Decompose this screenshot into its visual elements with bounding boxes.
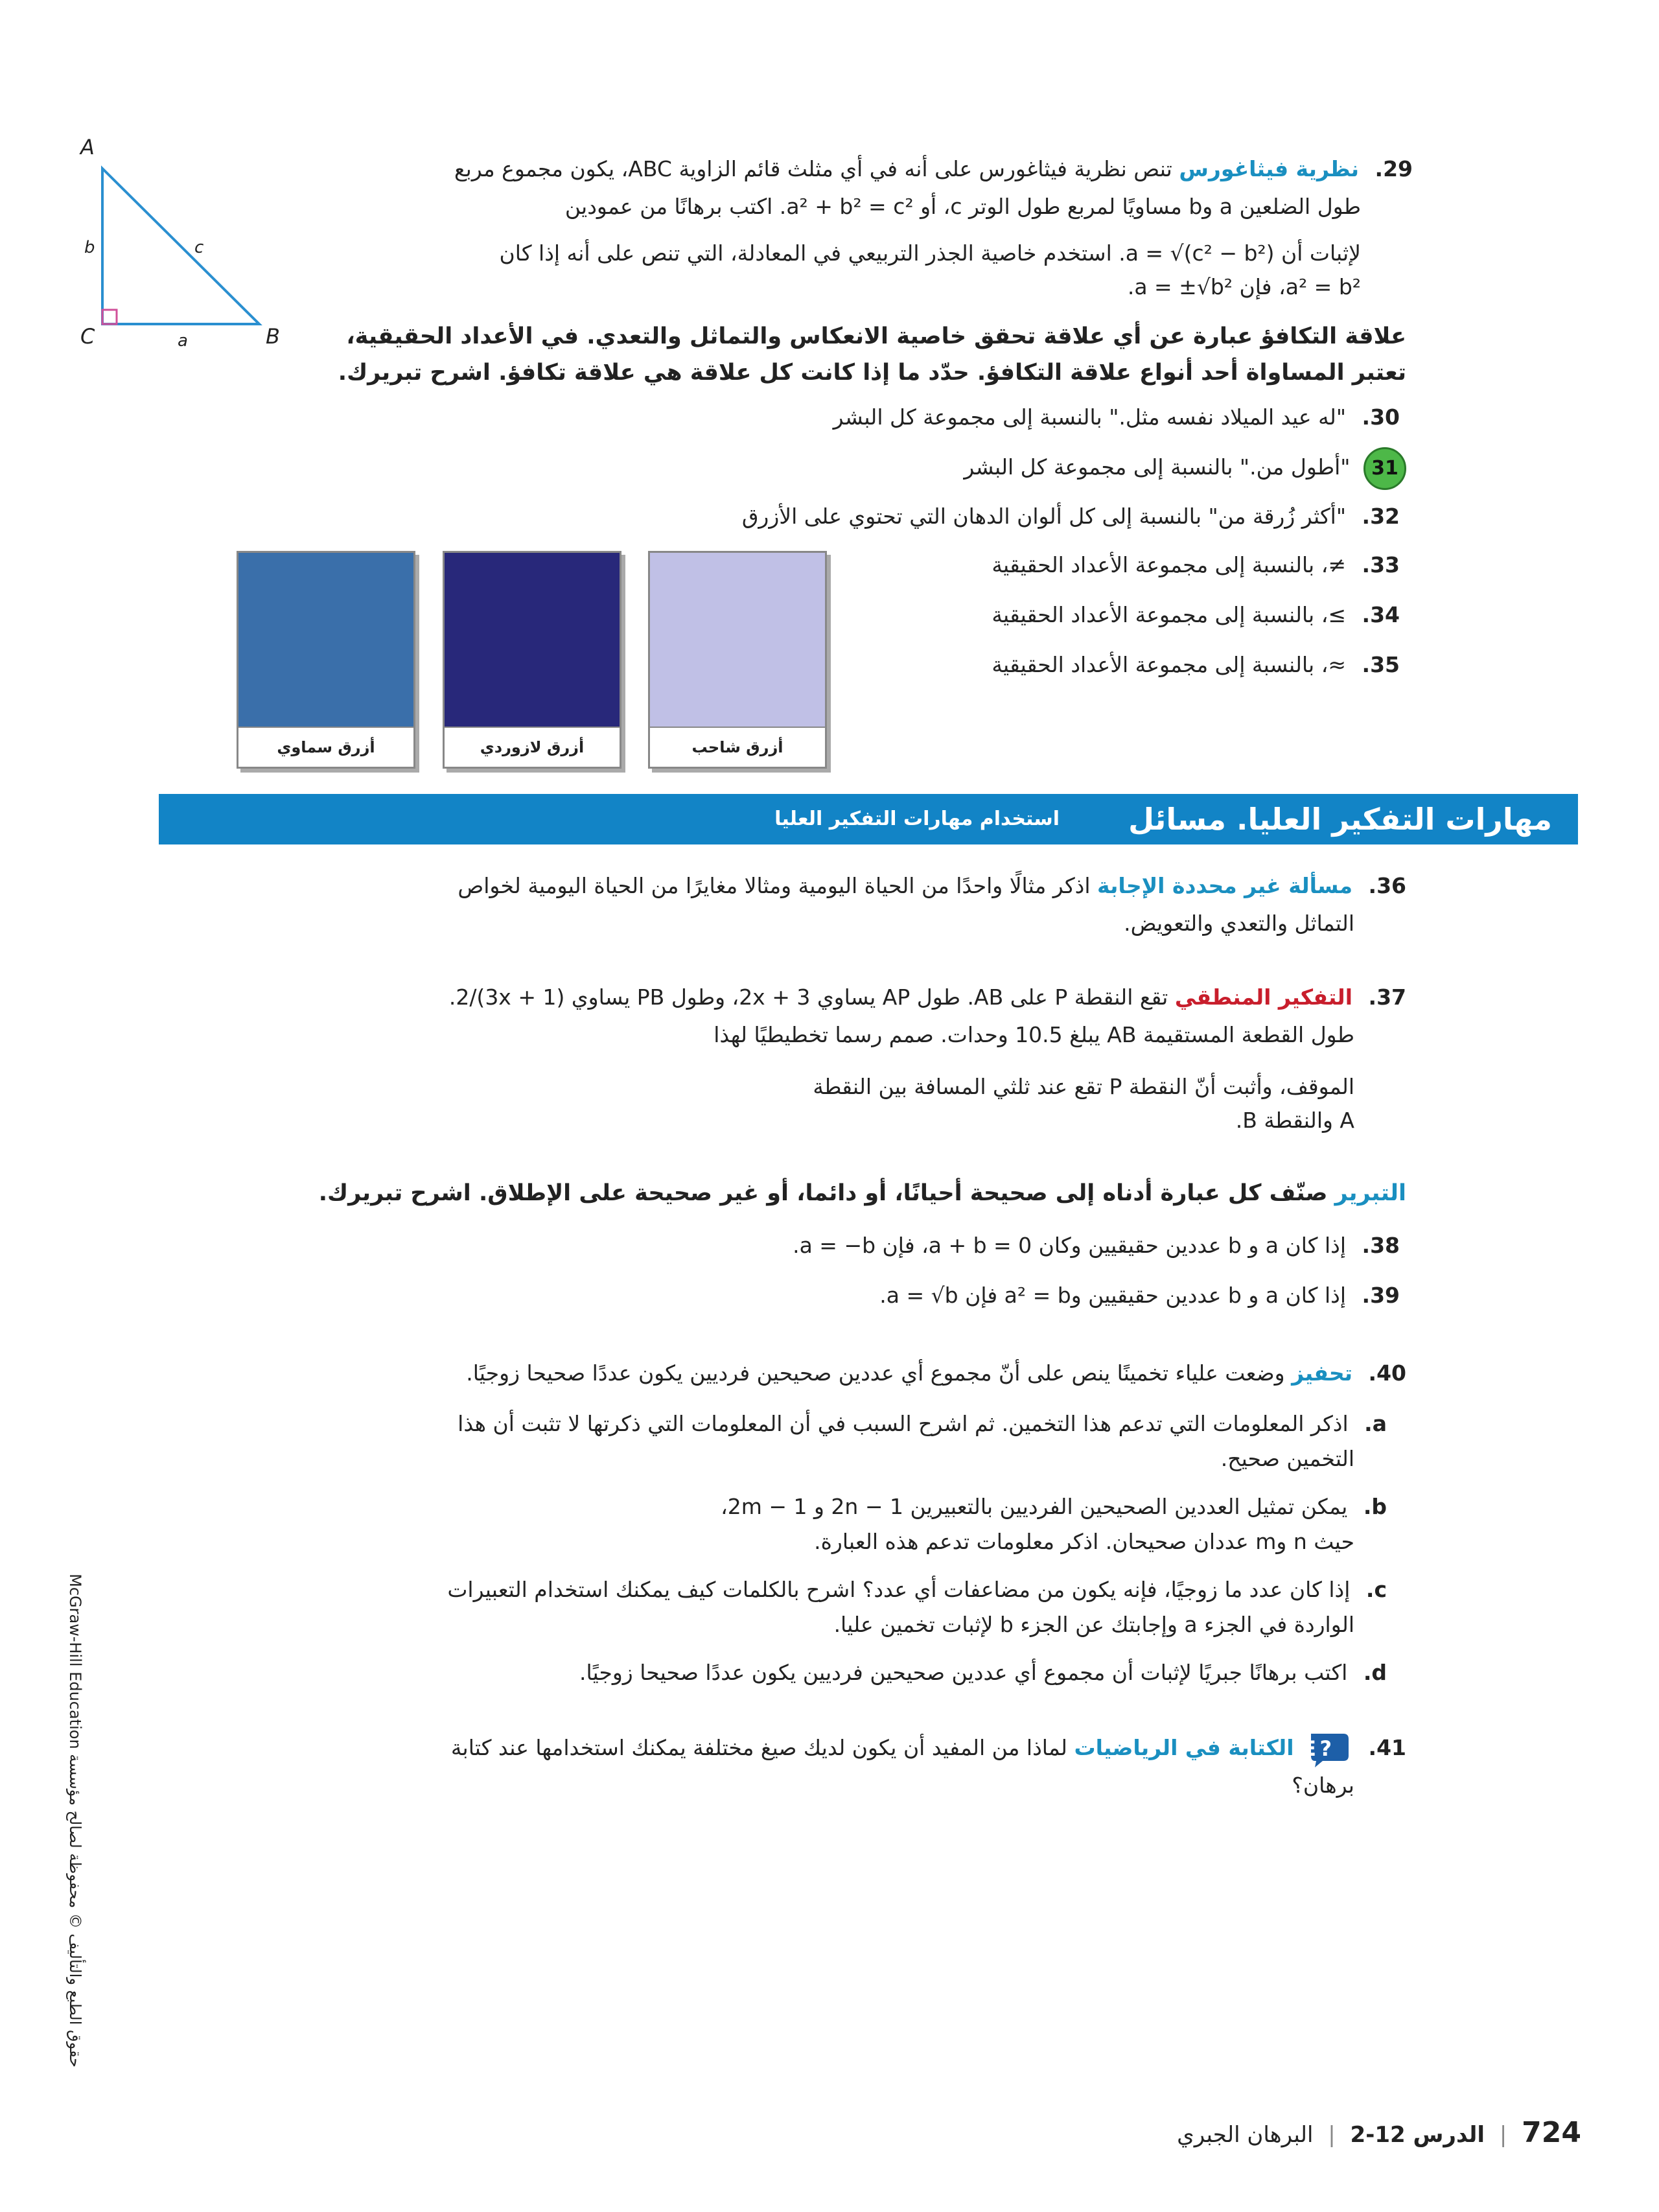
intro-text: تعتبر المساواة أحد أنواع علاقة التكافؤ. حدّد ما إذا كانت كل علاقة هي علاقة تكافؤ. اشرح تبريرك. — [338, 360, 1406, 386]
exercise-29 — [311, 150, 1413, 188]
lesson-topic: البرهان الجبري — [1177, 2122, 1314, 2148]
part-text: إذا كان عدد ما زوجيًا، فإنه يكون من مضاعفات أي عدد؟ اشرح بالكلمات كيف يمكنك استخدام التعبيرات — [447, 1577, 1351, 1602]
exercise-text: لماذا من المفيد أن يكون لديك صيغ مختلفة يمكنك استخدامها عند كتابة — [450, 1735, 1067, 1760]
exercise-number: 39. — [1362, 1283, 1400, 1308]
equivalence-intro-line2 — [305, 354, 1406, 391]
right-triangle-diagram — [71, 130, 292, 363]
swatch-fill — [238, 553, 413, 728]
exercise-text: تنص نظرية فيثاغورس على أنه في أي مثلث قائم الزاوية ABC، يكون مجموع مربع — [454, 156, 1172, 181]
exercise-40-part-b — [285, 1488, 1387, 1526]
banner-title: مهارات التفكير العليا. مسائل — [1128, 802, 1552, 837]
part-text: يمكن تمثيل العددين الصحيحين الفرديين بالتعبيرين 2n − 1 و 2m − 1، — [721, 1494, 1348, 1519]
exercise-text: تقع النقطة P على AB. طول AP يساوي 2x + 3، وطول PB يساوي (3x + 1)/2. — [448, 984, 1168, 1010]
part-text: حيث n وm عددان صحيحان. اذكر معلومات تدعم هذه العبارة. — [814, 1529, 1354, 1554]
exercise-37-line3 — [279, 1068, 1354, 1106]
exercise-text: اذكر مثالًا واحدًا من الحياة اليومية ومثالا مغايرًا من الحياة اليومية لخواص — [458, 873, 1091, 898]
writing-math-icon — [1302, 1730, 1352, 1769]
intro-text: علاقة التكافؤ عبارة عن أي علاقة تحقق خاصية الانعكاس والتماثل والتعدي. في الأعداد الحقيقية، — [346, 323, 1406, 349]
exercise-text: "له عيد الميلاد نفسه مثل." بالنسبة إلى مجموعة كل البشر — [833, 404, 1347, 430]
swatch-label: أزرق سماوي — [238, 727, 413, 767]
exercise-35 — [817, 646, 1400, 684]
side-c-label: c — [194, 238, 204, 257]
exercise-title: مسألة غير محددة الإجابة — [1097, 873, 1353, 898]
exercise-text: الموقف، وأثبت أنّ النقطة P تقع عند ثلثي المسافة بين النقطة — [813, 1074, 1354, 1099]
exercise-text: "أكثر زُرقة من" بالنسبة إلى كل ألوان الدهان التي تحتوي على الأزرق — [741, 504, 1347, 529]
exercise-40-part-c — [285, 1571, 1387, 1609]
reasoning-intro — [78, 1174, 1406, 1212]
exercise-33 — [817, 546, 1400, 584]
exercise-30 — [259, 399, 1400, 436]
exercise-41 — [279, 1729, 1406, 1769]
swatch-label: أزرق شاحب — [650, 727, 825, 767]
exercise-40-part-a — [285, 1405, 1387, 1443]
exercise-32 — [259, 498, 1400, 535]
exercise-number: 34. — [1362, 602, 1400, 627]
exercise-29-line2 — [311, 188, 1361, 226]
exercise-40-part-c-line2 — [253, 1606, 1354, 1644]
exercise-title: تحفيز — [1292, 1360, 1353, 1386]
exercise-text: إذا كان a و b عددين حقيقيين وa² = b فإن a = √b. — [879, 1283, 1347, 1308]
exercise-40 — [279, 1355, 1406, 1392]
exercise-37 — [279, 979, 1406, 1016]
vertex-c-label: C — [80, 324, 95, 349]
reasoning-title: التبرير — [1334, 1180, 1406, 1206]
exercise-34 — [817, 596, 1400, 634]
exercise-number: 38. — [1362, 1233, 1400, 1258]
exercise-text: لإثبات أن a = √(c² − b²). استخدم خاصية الجذر التربيعي في المعادلة، التي تنص على أنه إذا كان — [499, 240, 1361, 266]
side-a-label: a — [178, 331, 188, 351]
reasoning-text: صنّف كل عبارة أدناه إلى صحيحة أحيانًا، أو دائما، أو غير صحيحة على الإطلاق. اشرح تبريرك. — [318, 1180, 1328, 1206]
exercise-number: 33. — [1362, 552, 1400, 577]
exercise-number: 36. — [1368, 873, 1406, 898]
lesson-label: الدرس 12-2 — [1350, 2122, 1485, 2148]
part-text: اذكر المعلومات التي تدعم هذا التخمين. ثم اشرح السبب في أن المعلومات التي ذكرتها لا تثبت أن هذا — [458, 1411, 1349, 1436]
exercise-text: وضعت علياء تخمينًا ينص على أنّ مجموع أي عددين صحيحين فرديين يكون عددًا صحيحا زوجيًا. — [466, 1360, 1285, 1386]
footer-separator: | — [1328, 2122, 1336, 2148]
exercise-31 — [266, 447, 1406, 490]
banner-subtitle: استخدام مهارات التفكير العليا — [774, 808, 1060, 830]
exercise-40-part-a-line2 — [253, 1440, 1354, 1478]
side-b-label: b — [84, 238, 95, 257]
exercise-title: نظرية فيثاغورس — [1179, 156, 1360, 181]
exercise-37-line4 — [279, 1102, 1354, 1139]
equivalence-intro-line1 — [305, 318, 1406, 355]
exercise-29-line4 — [311, 268, 1361, 306]
exercise-number: 40. — [1368, 1360, 1406, 1386]
exercise-title: التفكير المنطقي — [1174, 984, 1353, 1010]
page-number: 724 — [1522, 2116, 1581, 2149]
copyright-notice: حقوق الطبع والتأليف © محفوظة لصالح مؤسسة McGraw-Hill Education — [66, 1574, 84, 2067]
part-label: b. — [1363, 1494, 1387, 1519]
exercise-41-line2 — [279, 1767, 1354, 1804]
exercise-number: 35. — [1362, 652, 1400, 677]
color-swatch-azure-blue — [443, 551, 621, 769]
exercise-title: الكتابة في الرياضيات — [1074, 1735, 1294, 1760]
part-label: c. — [1365, 1577, 1387, 1602]
footer-separator: | — [1499, 2122, 1507, 2148]
exercise-text: A والنقطة B. — [1235, 1108, 1354, 1133]
exercise-36-line2 — [279, 905, 1354, 942]
exercise-text: ≥، بالنسبة إلى مجموعة الأعداد الحقيقية — [992, 602, 1347, 627]
vertex-a-label: A — [80, 135, 95, 159]
exercise-text: برهان؟ — [1292, 1773, 1354, 1798]
part-label: d. — [1363, 1660, 1387, 1685]
swatch-fill — [445, 553, 620, 728]
exercise-38 — [259, 1227, 1400, 1264]
part-text: اكتب برهانًا جبريًا لإثبات أن مجموع أي عددين صحيحين فرديين يكون عددًا صحيحا زوجيًا. — [579, 1660, 1348, 1685]
part-text: الواردة في الجزء a وإجابتك عن الجزء b لإثبات تخمين عليا. — [833, 1612, 1354, 1637]
exercise-text: طول القطعة المستقيمة AB يبلغ 10.5 وحدات. صمم رسما تخطيطيًا لهذا — [713, 1022, 1354, 1047]
exercise-text: "أطول من." بالنسبة إلى مجموعة كل البشر — [964, 454, 1351, 480]
exercise-number: 32. — [1362, 504, 1400, 529]
page-footer — [1177, 2116, 1581, 2149]
color-swatch-pale-blue — [648, 551, 827, 769]
exercise-text: ≈، بالنسبة إلى مجموعة الأعداد الحقيقية — [992, 652, 1347, 677]
exercise-text: طول الضلعين a وb مساويًا لمربع طول الوتر c، أو a² + b² = c². اكتب برهانًا من عمودين — [564, 194, 1361, 219]
vertex-b-label: B — [266, 324, 280, 349]
exercise-text: ≠، بالنسبة إلى مجموعة الأعداد الحقيقية — [992, 552, 1347, 577]
exercise-number: 30. — [1362, 404, 1400, 430]
color-swatch-sky-blue — [237, 551, 415, 769]
exercise-text: إذا كان a و b عددين حقيقيين وكان a + b = 0، فإن a = −b. — [793, 1233, 1347, 1258]
svg-text:E: E — [1302, 1736, 1317, 1761]
section-banner — [159, 794, 1578, 844]
exercise-37-line2 — [279, 1016, 1354, 1054]
exercise-text: التماثل والتعدي والتعويض. — [1124, 911, 1354, 936]
exercise-36 — [279, 867, 1406, 905]
exercise-number: 37. — [1368, 984, 1406, 1010]
part-label: a. — [1364, 1411, 1387, 1436]
exercise-29-line3 — [311, 235, 1361, 272]
swatch-fill — [650, 553, 825, 728]
exercise-39 — [259, 1277, 1400, 1314]
exercise-40-part-d — [285, 1654, 1387, 1692]
svg-text:?: ? — [1319, 1736, 1332, 1761]
exercise-number: 29. — [1375, 156, 1413, 181]
exercise-number-highlight: 31 — [1363, 447, 1406, 490]
swatch-label: أزرق لازوردي — [445, 727, 620, 767]
exercise-text: a² = b²، فإن a = ±√b². — [1127, 274, 1361, 299]
part-text: التخمين صحيح. — [1220, 1446, 1354, 1471]
exercise-40-part-b-line2 — [253, 1523, 1354, 1561]
exercise-number: 41. — [1368, 1735, 1406, 1760]
